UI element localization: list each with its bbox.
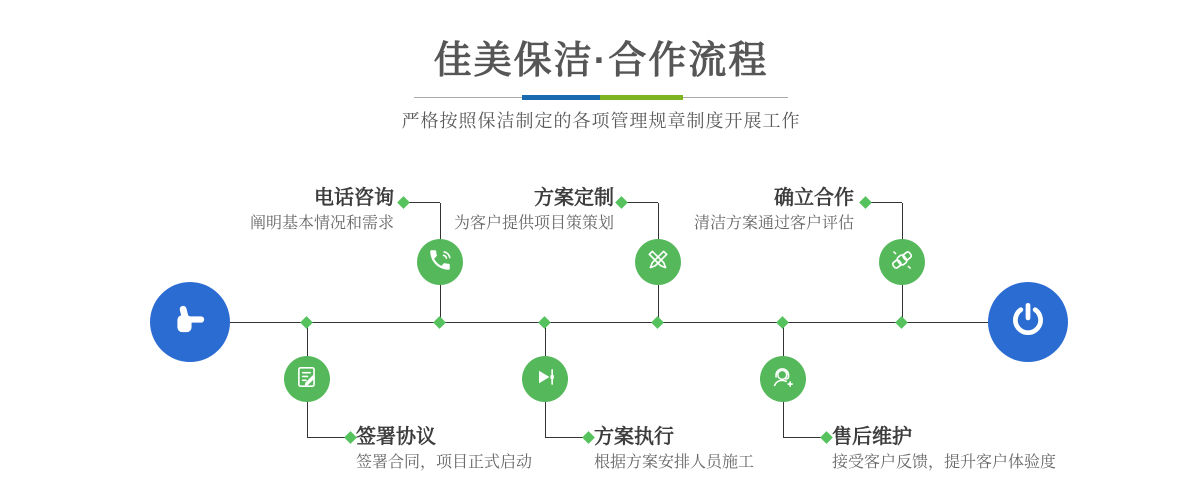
step-title: 电话咨询 [314, 187, 394, 209]
divider-blue-segment [522, 95, 600, 100]
step-desc: 接受客户反馈，提升客户体验度 [832, 454, 1057, 471]
step-desc: 阐明基本情况和需求 [249, 215, 394, 232]
step-label-execution [594, 425, 754, 474]
label-diamond [397, 196, 410, 209]
step-label-service [832, 425, 1056, 474]
page-title: 佳美保洁·合作流程 [433, 40, 769, 82]
step-title: 确立合作 [774, 187, 854, 209]
step-node-plan [635, 239, 681, 285]
crossed-pencils-icon [645, 247, 671, 278]
junction-diamond [776, 316, 789, 329]
end-node [988, 282, 1068, 362]
start-node [150, 282, 230, 362]
label-diamond [820, 431, 833, 444]
step-desc: 为客户提供项目策策划 [453, 215, 614, 232]
step-node-phone [417, 239, 463, 285]
handshake-icon [889, 247, 915, 278]
step-desc: 签署合同，项目正式启动 [356, 454, 533, 471]
step-desc: 清洁方案通过客户评估 [693, 215, 854, 232]
step-node-cooperation [879, 239, 925, 285]
step-node-execution [522, 356, 568, 402]
main-timeline [190, 322, 1039, 323]
step-title: 签署协议 [356, 426, 436, 448]
step-label-contract [356, 425, 532, 474]
step-desc: 根据方案安排人员施工 [594, 454, 755, 471]
junction-diamond [651, 316, 664, 329]
title-divider [414, 95, 788, 101]
step-label-phone [250, 186, 394, 235]
step-title: 方案执行 [594, 426, 674, 448]
contract-icon [294, 364, 320, 395]
label-diamond [859, 196, 872, 209]
page-subtitle: 严格按照保洁制定的各项管理规章制度开展工作 [401, 111, 801, 131]
junction-diamond [895, 316, 908, 329]
phone-icon [427, 247, 453, 278]
junction-diamond [433, 316, 446, 329]
label-diamond [344, 431, 357, 444]
step-label-plan [454, 186, 614, 235]
junction-diamond [300, 316, 313, 329]
power-icon [1007, 299, 1049, 346]
step-title: 方案定制 [534, 187, 614, 209]
step-label-cooperation [694, 186, 854, 235]
step-node-contract [284, 356, 330, 402]
step-node-service [760, 356, 806, 402]
junction-diamond [538, 316, 551, 329]
pointing-hand-icon [169, 299, 211, 346]
label-diamond [615, 196, 628, 209]
divider-green-segment [600, 95, 683, 100]
headset-person-icon [770, 364, 796, 395]
step-title: 售后维护 [832, 426, 912, 448]
play-slider-icon [532, 364, 558, 395]
label-diamond [582, 431, 595, 444]
